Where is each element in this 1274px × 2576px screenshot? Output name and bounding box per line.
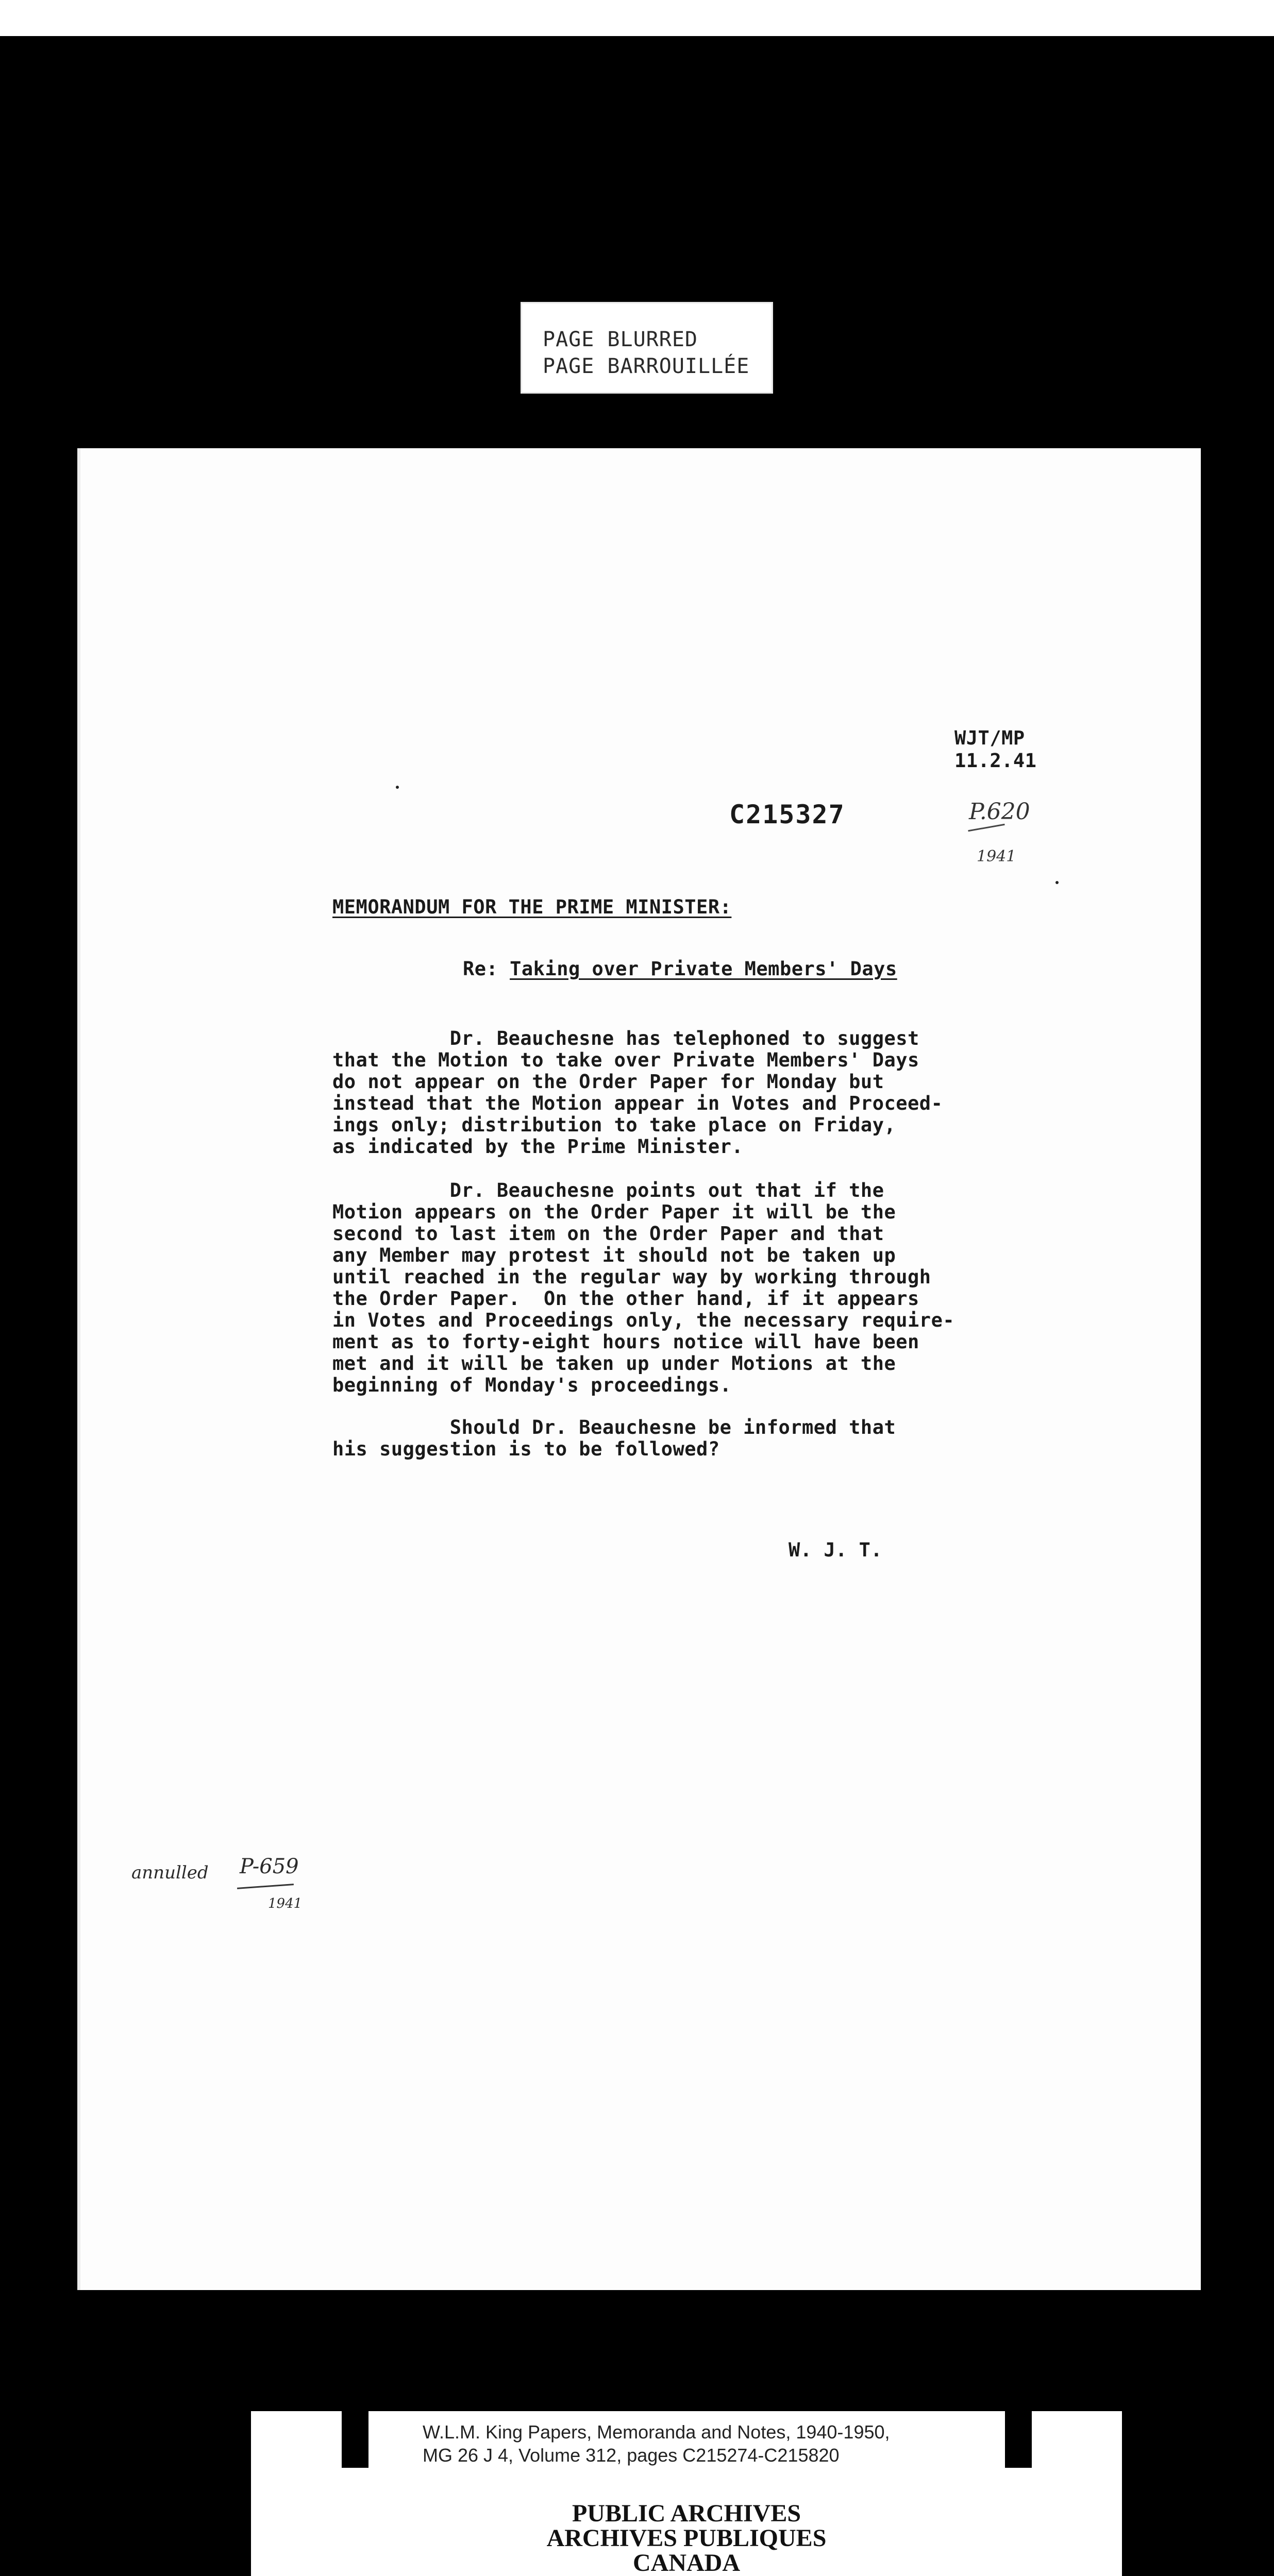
- footer-collection-line: W.L.M. King Papers, Memoranda and Notes, 1940-1950,: [423, 2421, 890, 2443]
- page-blurred-label: [521, 302, 773, 394]
- ink-dot: [1055, 881, 1059, 884]
- archive-name-block: [251, 2501, 1122, 2575]
- handwritten-page-ref: P.620: [969, 799, 1030, 825]
- memo-heading: MEMORANDUM FOR THE PRIME MINISTER:: [332, 896, 732, 918]
- footer-tab-right: [1005, 2411, 1032, 2468]
- footer-volume-line: MG 26 J 4, Volume 312, pages C215274-C215820: [423, 2445, 840, 2466]
- memo-paragraph-2: Dr. Beauchesne points out that if the Motion appears on the Order Paper it will be the second to last item on the Order Paper and that any Member may protest it should not be taken up until reached in the regular way by working through the Order Paper. On the other hand, if it appears in Votes and Proceedings only, the necessary require- ment as to forty-eight hours notice will have been met and it will be taken up under Motions at the beginning of Monday's proceedings.: [332, 1179, 955, 1396]
- handwritten-underline: [968, 824, 1004, 832]
- blur-label-english: PAGE BLURRED: [543, 328, 698, 351]
- blur-label-french: PAGE BARROUILLÉE: [543, 354, 750, 378]
- handwritten-year: 1941: [977, 848, 1016, 866]
- memo-paragraph-1: Dr. Beauchesne has telephoned to suggest that the Motion to take over Private Members' Days do not appear on the Order Paper for Monday but instead that the Motion appear in Votes and Proceed- ings only; distribution to take place on Friday, as indicated by the Prime Minister.: [332, 1027, 943, 1158]
- handwritten-margin-ref: P-659: [240, 1855, 299, 1878]
- memo-signature: W. J. T.: [789, 1539, 883, 1561]
- archive-country: CANADA: [633, 2549, 740, 2576]
- subject-prefix: Re:: [463, 958, 498, 980]
- handwritten-margin-note: annulled: [131, 1862, 209, 1883]
- handwritten-margin-year: 1941: [268, 1896, 303, 1911]
- document-stamp-number: C215327: [729, 800, 845, 829]
- memo-subject-line: [463, 958, 897, 980]
- memo-page: [77, 448, 1201, 2290]
- archive-name-english: PUBLIC ARCHIVES: [572, 2500, 801, 2527]
- archive-name-french: ARCHIVES PUBLIQUES: [546, 2524, 827, 2552]
- subject-text: Taking over Private Members' Days: [510, 958, 897, 980]
- footer-tab-left: [342, 2411, 368, 2468]
- memo-reference: WJT/MP: [954, 727, 1025, 749]
- scan-top-strip: [0, 0, 1274, 36]
- memo-paragraph-3: Should Dr. Beauchesne be informed that his suggestion is to be followed?: [332, 1416, 896, 1460]
- memo-date: 11.2.41: [954, 750, 1037, 772]
- ink-dot: [396, 786, 399, 789]
